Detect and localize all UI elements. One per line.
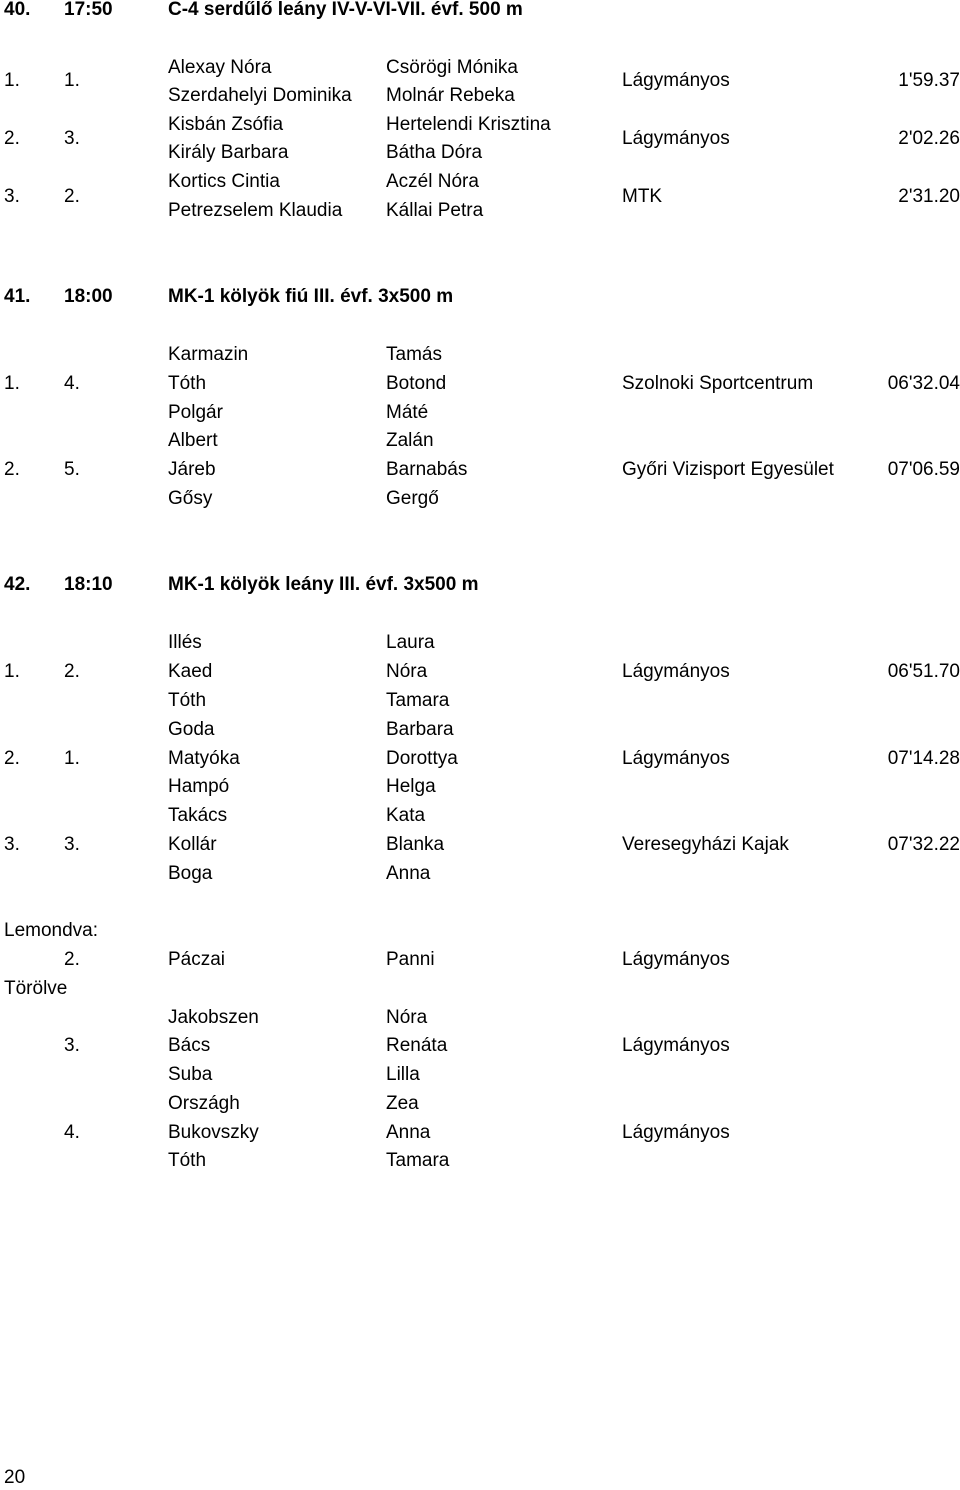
deleted-label: Törölve [4, 978, 68, 999]
athlete-first-name: Országh [168, 1093, 240, 1114]
result-time: 07'14.28 [887, 748, 960, 769]
event-title: C-4 serdűlő leány IV-V-VI-VII. évf. 500 m [168, 0, 523, 20]
athlete-first-name: Illés [168, 632, 202, 653]
result-club: Veresegyházi Kajak [622, 834, 789, 855]
athlete-first-name: Matyóka [168, 748, 240, 769]
result-club: MTK [622, 186, 663, 207]
deleted-lane: 3. [64, 1035, 80, 1056]
athlete-second-name: Zea [386, 1093, 419, 1114]
result-club: Győri Vizisport Egyesület [622, 459, 834, 480]
result-club: Lágymányos [622, 128, 730, 149]
result-time: 06'32.04 [887, 373, 960, 394]
athlete-second-name: Nóra [386, 1007, 428, 1028]
athlete-second-name: Lilla [386, 1064, 420, 1085]
athlete-second-name: Nóra [386, 661, 428, 682]
result-lane: 2. [64, 186, 80, 207]
athlete-first-name: Goda [168, 719, 215, 740]
athlete-first-name: Király Barbara [168, 142, 289, 163]
athlete-first-name: Kaed [168, 661, 213, 682]
athlete-first-name: Bukovszky [168, 1122, 259, 1143]
result-time: 07'32.22 [887, 834, 960, 855]
result-place: 2. [4, 128, 20, 149]
athlete-second-name: Zalán [386, 430, 434, 451]
athlete-first-name: Tóth [168, 690, 207, 711]
result-lane: 1. [64, 70, 80, 91]
athlete-first-name: Karmazin [168, 344, 249, 365]
deleted-club: Lágymányos [622, 1122, 730, 1143]
result-time: 07'06.59 [887, 459, 960, 480]
athlete-first-name: Polgár [168, 402, 223, 423]
athlete-second-name: Barnabás [386, 459, 468, 480]
athlete-second-name: Blanka [386, 834, 445, 855]
result-time: 2'02.26 [898, 128, 960, 149]
result-time: 1'59.37 [898, 70, 960, 91]
athlete-first-name: Tóth [168, 1150, 207, 1171]
athlete-second-name: Máté [386, 402, 429, 423]
event-number: 42. [4, 574, 31, 595]
athlete-second-name: Botond [386, 373, 447, 394]
athlete-second-name: Tamara [386, 690, 450, 711]
result-lane: 5. [64, 459, 80, 480]
athlete-second-name: Aczél Nóra [386, 171, 479, 192]
result-lane: 3. [64, 128, 80, 149]
result-place: 1. [4, 70, 20, 91]
result-time: 2'31.20 [898, 186, 960, 207]
athlete-first-name: Tóth [168, 373, 207, 394]
athlete-second-name: Hertelendi Krisztina [386, 114, 551, 135]
athlete-first-name: Petrezselem Klaudia [168, 200, 343, 221]
event-number: 40. [4, 0, 31, 20]
athlete-second-name: Kata [386, 805, 426, 826]
deleted-lane: 4. [64, 1122, 80, 1143]
result-place: 3. [4, 834, 20, 855]
result-lane: 2. [64, 661, 80, 682]
athlete-second-name: Panni [386, 949, 435, 970]
result-place: 1. [4, 661, 20, 682]
event-number: 41. [4, 286, 31, 307]
withdrawn-label: Lemondva: [4, 920, 99, 941]
athlete-first-name: Suba [168, 1064, 213, 1085]
withdrawn-lane: 2. [64, 949, 80, 970]
athlete-second-name: Molnár Rebeka [386, 85, 515, 106]
result-lane: 4. [64, 373, 80, 394]
athlete-second-name: Tamara [386, 1150, 450, 1171]
athlete-second-name: Helga [386, 776, 436, 797]
athlete-second-name: Csörögi Mónika [386, 57, 518, 78]
result-place: 1. [4, 373, 20, 394]
athlete-first-name: Kortics Cintia [168, 171, 280, 192]
athlete-second-name: Barbara [386, 719, 454, 740]
athlete-first-name: Hampó [168, 776, 230, 797]
athlete-first-name: Szerdahelyi Dominika [168, 85, 352, 106]
result-place: 3. [4, 186, 20, 207]
athlete-second-name: Gergő [386, 488, 439, 509]
result-lane: 3. [64, 834, 80, 855]
athlete-first-name: Jakobszen [168, 1007, 259, 1028]
result-club: Lágymányos [622, 70, 730, 91]
result-place: 2. [4, 459, 20, 480]
athlete-first-name: Boga [168, 863, 213, 884]
result-time: 06'51.70 [887, 661, 960, 682]
result-club: Lágymányos [622, 748, 730, 769]
athlete-first-name: Gősy [168, 488, 213, 509]
result-club: Szolnoki Sportcentrum [622, 373, 814, 394]
athlete-second-name: Dorottya [386, 748, 458, 769]
result-lane: 1. [64, 748, 80, 769]
athlete-second-name: Kállai Petra [386, 200, 484, 221]
deleted-club: Lágymányos [622, 1035, 730, 1056]
athlete-first-name: Takács [168, 805, 228, 826]
athlete-first-name: Páczai [168, 949, 226, 970]
result-club: Lágymányos [622, 661, 730, 682]
athlete-first-name: Kisbán Zsófia [168, 114, 284, 135]
athlete-first-name: Kollár [168, 834, 217, 855]
athlete-first-name: Bács [168, 1035, 211, 1056]
event-time: 18:00 [64, 286, 113, 307]
athlete-first-name: Alexay Nóra [168, 57, 272, 78]
withdrawn-club: Lágymányos [622, 949, 730, 970]
event-title: MK-1 kölyök leány III. évf. 3x500 m [168, 574, 479, 595]
athlete-second-name: Laura [386, 632, 435, 653]
event-time: 18:10 [64, 574, 113, 595]
athlete-second-name: Renáta [386, 1035, 448, 1056]
page-number: 20 [4, 1467, 26, 1488]
athlete-second-name: Bátha Dóra [386, 142, 483, 163]
athlete-second-name: Tamás [386, 344, 442, 365]
athlete-first-name: Albert [168, 430, 218, 451]
athlete-second-name: Anna [386, 1122, 431, 1143]
event-time: 17:50 [64, 0, 113, 20]
athlete-first-name: Járeb [168, 459, 216, 480]
event-title: MK-1 kölyök fiú III. évf. 3x500 m [168, 286, 454, 307]
athlete-second-name: Anna [386, 863, 431, 884]
result-place: 2. [4, 748, 20, 769]
